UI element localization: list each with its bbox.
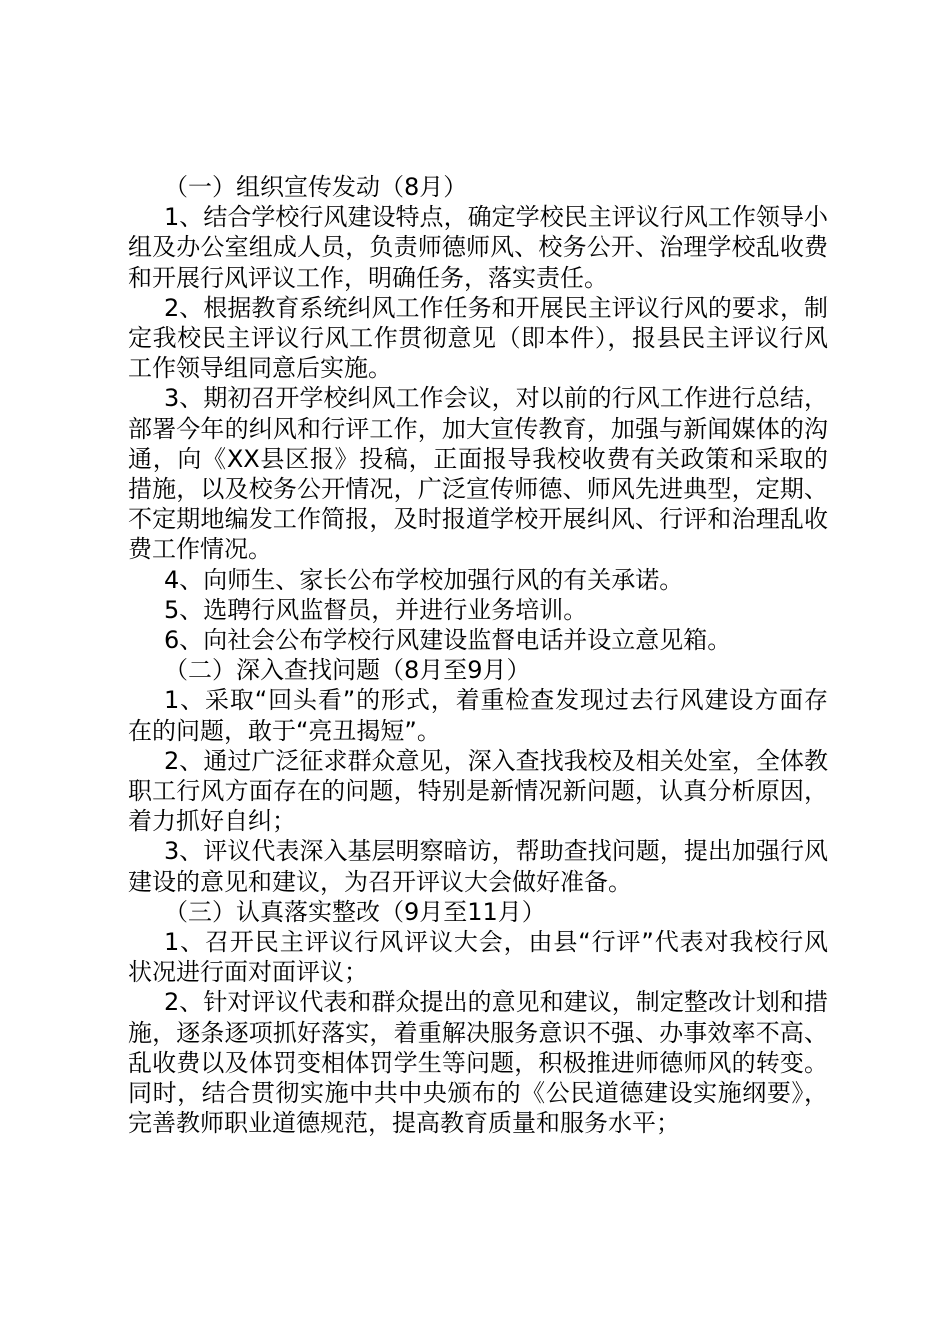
section-3-item-1: 1、召开民主评议行风评议大会，由县“行评”代表对我校行风状况进行面对面评议； (128, 928, 828, 987)
document-page (128, 172, 828, 1139)
section-3-heading: （三）认真落实整改（9月至11月） (164, 897, 546, 926)
section-1-item-1: 1、结合学校行风建设特点，确定学校民主评议行风工作领导小组及办公室组成人员，负责师德师风、校务公开、治理学校乱收费和开展行风评议工作，明确任务，落实责任。 (128, 203, 828, 292)
section-2-item-1: 1、采取“回头看”的形式，着重检查发现过去行风建设方面存在的问题，敢于“亮丑揭短”。 (128, 686, 828, 745)
section-2-item-2: 2、通过广泛征求群众意见，深入查找我校及相关处室，全体教职工行风方面存在的问题，特别是新情况新问题，认真分析原因，着力抓好自纠； (128, 746, 828, 836)
section-1-item-6: 6、向社会公布学校行风建设监督电话并设立意见箱。 (164, 626, 732, 655)
section-2-heading: （二）深入查找问题（8月至9月） (164, 656, 531, 685)
section-1-item-2: 2、根据教育系统纠风工作任务和开展民主评议行风的要求，制定我校民主评议行风工作贯彻意见（即本件），报县民主评议行风工作领导组同意后实施。 (128, 293, 828, 383)
section-3-item-2: 2、针对评议代表和群众提出的意见和建议，制定整改计划和措施，逐条逐项抓好落实，着重解决服务意识不强、办事效率不高、乱收费以及体罚变相体罚学生等问题，积极推进师德师风的转变。同时，结合贯彻实施中共中央颁布的《公民道德建设实施纲要》，完善教师职业道德规范，提高教育质量和服务水平； (128, 988, 828, 1138)
section-2-item-3: 3、评议代表深入基层明察暗访，帮助查找问题，提出加强行风建设的意见和建议，为召开评议大会做好准备。 (128, 837, 828, 896)
section-1-item-5: 5、选聘行风监督员，并进行业务培训。 (164, 595, 588, 624)
section-1-item-4: 4、向师生、家长公布学校加强行风的有关承诺。 (164, 565, 684, 594)
section-1-heading: （一）组织宣传发动（8月） (164, 173, 468, 201)
section-1-item-3: 3、期初召开学校纠风工作会议，对以前的行风工作进行总结，部署今年的纠风和行评工作，加大宣传教育，加强与新闻媒体的沟通，向《XX县区报》投稿，正面报导我校收费有关政策和采取的措施，以及校务公开情况，广泛宣传师德、师风先进典型，定期、不定期地编发工作简报，及时报道学校开展纠风、行评和治理乱收费工作情况。 (128, 384, 828, 564)
